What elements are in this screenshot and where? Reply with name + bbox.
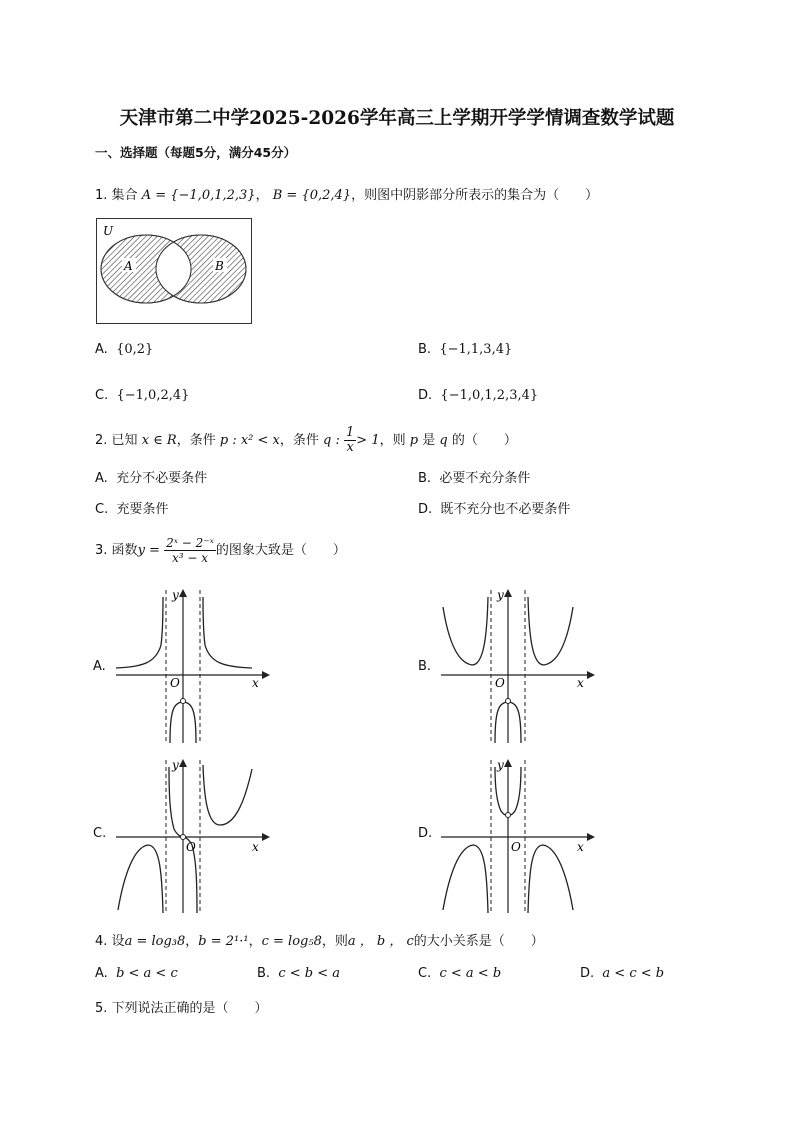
value-c: c = log₅8	[261, 934, 322, 949]
question-number: 5.	[95, 1001, 108, 1016]
question-number: 2.	[95, 433, 108, 448]
label-b: B	[215, 259, 224, 273]
option-c[interactable]: C. 充要条件	[95, 502, 169, 517]
y-axis-label: y	[172, 758, 179, 772]
option-c[interactable]: C. {−1,0,2,4}	[95, 388, 190, 403]
question-number: 3.	[95, 543, 108, 558]
question-3: 3. 函数y = $\frac{\text{2ˣ − 2⁻ˣ}}{\text{x³ − x}}$ 的图象大致是（ ）	[95, 536, 346, 565]
graph-d	[437, 755, 597, 915]
y-axis-label: y	[172, 588, 179, 602]
option-c[interactable]: C. c < a < b	[418, 966, 502, 981]
condition-p: p : x² < x	[219, 433, 280, 448]
question-number: 1.	[95, 188, 108, 203]
y-axis-label: y	[497, 588, 504, 602]
option-a[interactable]: A. 充分不必要条件	[95, 471, 208, 486]
y-axis-label: y	[497, 758, 504, 772]
section-heading: 一、选择题（每题5分，满分45分）	[95, 145, 297, 160]
label-a: A	[124, 259, 133, 273]
set-a-expression: A = {−1,0,1,2,3}	[141, 188, 256, 203]
option-a[interactable]: A. b < a < c	[95, 966, 178, 981]
graph-b	[437, 585, 597, 745]
question-2: 2. 已知 x ∈ R，条件 p : x² < x，条件 q : $\frac{1}{x}$ > 1，则 p 是 q 的（ ）	[95, 425, 517, 455]
option-d[interactable]: D. {−1,0,1,2,3,4}	[418, 388, 539, 403]
comma: ，	[255, 188, 269, 203]
question-text: ，则图中阴影部分所表示的集合为（ ）	[351, 188, 599, 203]
x-axis-label: x	[577, 676, 584, 690]
option-d[interactable]: D. 既不充分也不必要条件	[418, 502, 571, 517]
value-a: a = log₃8	[124, 934, 186, 949]
graph-label-b[interactable]: B.	[418, 659, 432, 674]
question-text: 下列说法正确的是（ ）	[111, 1001, 268, 1016]
option-d[interactable]: D. a < c < b	[580, 966, 665, 981]
option-b[interactable]: B. c < b < a	[257, 966, 340, 981]
question-4: 4. 设a = log₃8，b = 2¹·¹，c = log₅8，则a ， b ， c的大小关系是（ ）	[95, 934, 544, 949]
option-a[interactable]: A. {0,2}	[95, 342, 154, 357]
fraction: $\frac{1}{x}$	[346, 425, 355, 455]
fraction: $\frac{\text{2ˣ − 2⁻ˣ}}{\text{x³ − x}}$	[166, 536, 214, 565]
x-axis-label: x	[252, 840, 259, 854]
condition-domain: x ∈ R	[141, 433, 177, 448]
graph-label-c[interactable]: C.	[93, 826, 107, 841]
venn-diagram	[96, 218, 252, 324]
label-u: U	[103, 224, 114, 238]
origin-label: O	[511, 840, 521, 854]
graph-c	[112, 755, 272, 915]
option-b[interactable]: B. {−1,1,3,4}	[418, 342, 513, 357]
question-1	[95, 184, 598, 203]
origin-label: O	[495, 676, 505, 690]
origin-label: O	[186, 840, 196, 854]
question-text: 集合	[111, 188, 138, 203]
graph-a	[112, 585, 272, 745]
option-b[interactable]: B. 必要不充分条件	[418, 471, 531, 486]
x-axis-label: x	[252, 676, 259, 690]
set-b-expression: B = {0,2,4}	[272, 188, 352, 203]
condition-q: q :	[323, 433, 340, 448]
graph-label-a[interactable]: A.	[93, 659, 106, 674]
question-number: 4.	[95, 934, 108, 949]
value-b: b = 2¹·¹	[198, 934, 249, 949]
page-title: 天津市第二中学2025-2026学年高三上学期开学学情调查数学试题	[119, 108, 675, 129]
origin-label: O	[170, 676, 180, 690]
graph-label-d[interactable]: D.	[418, 826, 433, 841]
question-5	[95, 997, 268, 1016]
x-axis-label: x	[577, 840, 584, 854]
